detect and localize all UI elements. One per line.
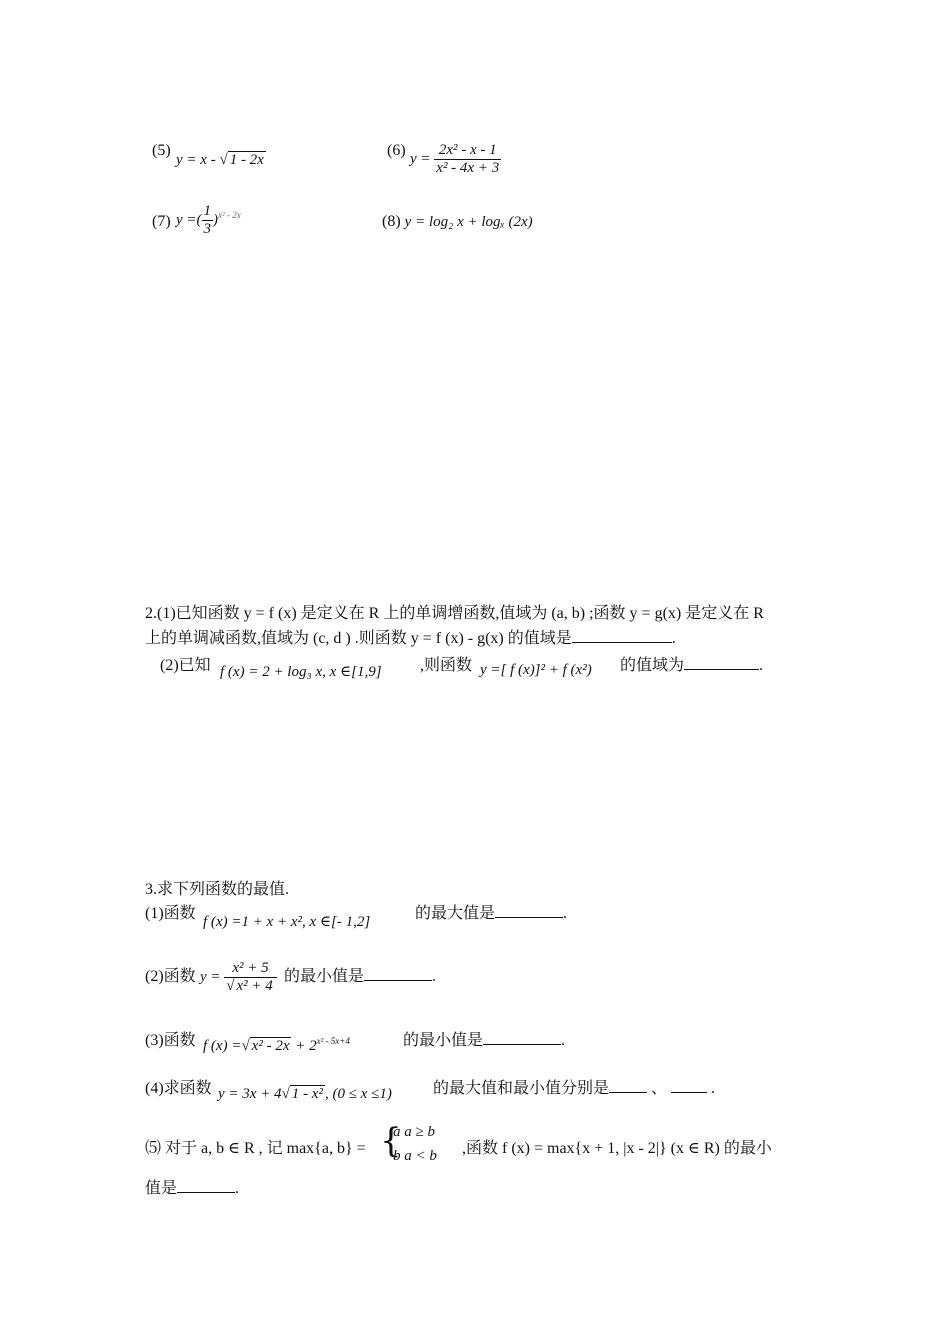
- problem-2-part-2-expr2: y =[ f (x)]² + f (x²): [480, 662, 592, 678]
- item-6-formula: y = $\frac{\text{2x² - x - 1}}{\text{x² - 4x + 3}}$: [410, 142, 500, 176]
- problem-3-title: 3.求下列函数的最值.: [145, 881, 290, 898]
- answer-blank[interactable]: [684, 655, 759, 670]
- item-5-formula: y = x - √ 1 - 2x: [176, 152, 264, 168]
- q4-suffix: 的最大值和最小值分别是 、 .: [433, 1080, 716, 1097]
- item-5: [152, 142, 171, 160]
- left-brace-icon: {: [380, 1121, 402, 1161]
- problem-2-part-2: (2)已知: [160, 657, 211, 674]
- problem-2-part-2-mid: ,则函数: [420, 657, 473, 674]
- item-8: (8) y = log₂ x + logₓ (2x): [382, 213, 533, 230]
- q1-suffix: 的最大值是 .: [415, 905, 568, 922]
- q3-prefix: (3)函数: [145, 1032, 196, 1049]
- answer-blank-min[interactable]: [671, 1078, 707, 1093]
- problem-2-part-2-expr: f (x) = 2 + log₃ x, x ∈[1,9]: [220, 664, 382, 680]
- problem-2-line-2: 上的单调减函数,值域为 (c, d ) .则函数 y = f (x) - g(x) 的值域是 .: [145, 630, 676, 647]
- q1-expr: f (x) =1 + x + x², x ∈[- 1,2]: [203, 914, 371, 930]
- answer-blank[interactable]: [572, 628, 672, 643]
- q5-case-1: a a ≥ b: [393, 1124, 435, 1140]
- q3-expr: f (x) =√ $x^2 - 2x + 2^{x^2 - 5x+4}$: [203, 1036, 350, 1054]
- q1-prefix: (1)函数: [145, 905, 196, 922]
- item-7-formula: y =( $\frac{1}{3}$ )$^{x^2 - 2x}$: [176, 203, 241, 237]
- answer-blank[interactable]: [177, 1178, 235, 1193]
- item-6-number: (6): [387, 142, 406, 159]
- answer-blank-max[interactable]: [609, 1078, 647, 1093]
- q2-expr: y = $\frac{\text{x² + 5}}{\text{√ x² + 4}}$: [200, 960, 277, 995]
- answer-blank[interactable]: [364, 966, 432, 981]
- problem-2-line-1: 2.(1)已知函数 y = f (x) 是定义在 R 上的单调增函数,值域为 (a, b) ;函数 y = g(x) 是定义在 R: [145, 605, 764, 622]
- q5-prefix: ⑸ 对于 a, b ∈ R , 记 max{a, b} =: [145, 1140, 366, 1157]
- q5-mid: ,函数 f (x) = max{x + 1, |x - 2|} (x ∈ R) 的最小: [462, 1140, 772, 1157]
- q5-line-2: 值是 .: [145, 1180, 240, 1197]
- item-7-number: (7): [152, 213, 171, 230]
- q3-suffix: 的最小值是 .: [403, 1032, 566, 1049]
- q2-prefix: (2)函数: [145, 968, 196, 985]
- answer-blank[interactable]: [495, 903, 563, 918]
- q4-expr: y = 3x + 4√ 1 - x² , (0 ≤ x ≤1): [218, 1086, 392, 1102]
- answer-blank[interactable]: [483, 1030, 561, 1045]
- q2-suffix: 的最小值是 .: [284, 968, 437, 985]
- q5-case-2: b a < b: [393, 1148, 437, 1164]
- item-5-number: (5): [152, 142, 171, 159]
- q4-prefix: (4)求函数: [145, 1080, 212, 1097]
- problem-2-part-2-suffix: 的值域为 .: [620, 657, 764, 674]
